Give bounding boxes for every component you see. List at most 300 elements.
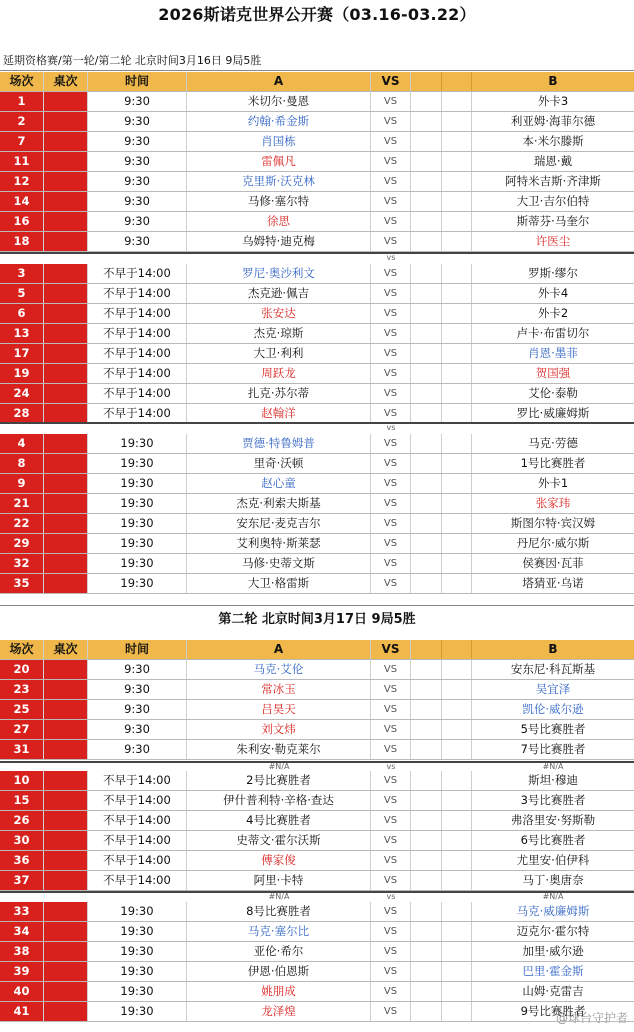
vs-label: VS [371, 152, 411, 171]
player-a: 常冰玉 [187, 680, 371, 699]
blank-cell [411, 680, 442, 699]
player-b: 3号比赛胜者 [520, 793, 586, 807]
divider-vs-mark: vs [386, 892, 396, 901]
blank-cell [411, 982, 442, 1001]
table-number-cell [44, 720, 88, 739]
blank-cell [442, 454, 472, 473]
player-b: 斯图尔特·宾汉姆 [510, 516, 596, 530]
table-row [0, 660, 634, 680]
player-b: 外卡1 [537, 476, 569, 490]
vs-label: VS [371, 771, 411, 790]
blank-cell [442, 791, 472, 810]
player-a: 里奇·沃顿 [187, 454, 371, 473]
blank-cell [411, 660, 442, 679]
table-number-cell [44, 660, 88, 679]
section-divider [0, 422, 634, 432]
table-number-cell [44, 192, 88, 211]
player-a: 杰克·利索夫斯基 [187, 494, 371, 513]
table-row [0, 771, 634, 791]
blank-cell [411, 902, 442, 921]
blank-cell [442, 871, 472, 890]
match-time: 不早于14:00 [88, 384, 187, 403]
match-number: 20 [0, 660, 44, 679]
blank-cell [411, 494, 442, 513]
vs-label: VS [371, 942, 411, 961]
vs-label: VS [371, 212, 411, 231]
blank-cell [442, 304, 472, 323]
blank-cell [442, 902, 472, 921]
table-number-cell [44, 791, 88, 810]
match-time: 19:30 [88, 1002, 187, 1021]
vs-label: VS [371, 474, 411, 493]
header-time: 时间 [88, 72, 187, 91]
vs-label: VS [371, 364, 411, 383]
header-vs: VS [371, 640, 411, 659]
table-row [0, 574, 634, 594]
table-row [0, 172, 634, 192]
blank-cell [411, 554, 442, 573]
vs-label: VS [371, 534, 411, 553]
player-b: 罗比·威廉姆斯 [516, 406, 590, 420]
match-time: 不早于14:00 [88, 871, 187, 890]
table-row [0, 494, 634, 514]
table-number-cell [44, 871, 88, 890]
table-row [0, 284, 634, 304]
player-b: 卢卡·布雷切尔 [516, 326, 590, 340]
player-a: 朱利安·勒克莱尔 [187, 740, 371, 759]
match-number: 3 [0, 264, 44, 283]
match-number: 10 [0, 771, 44, 790]
blank-cell [442, 831, 472, 850]
player-b: 弗洛里安·努斯勒 [510, 813, 596, 827]
match-time: 不早于14:00 [88, 324, 187, 343]
header-blank [411, 640, 442, 659]
table-number-cell [44, 831, 88, 850]
match-number: 13 [0, 324, 44, 343]
player-b: 马丁·奥唐奈 [522, 873, 584, 887]
player-b: 利亚姆·海菲尔德 [510, 114, 596, 128]
table-row [0, 811, 634, 831]
header-vs: VS [371, 72, 411, 91]
blank-cell [442, 554, 472, 573]
table-number-cell [44, 534, 88, 553]
match-time: 不早于14:00 [88, 364, 187, 383]
blank-cell [411, 232, 442, 251]
vs-label: VS [371, 831, 411, 850]
vs-label: VS [371, 454, 411, 473]
match-number: 25 [0, 700, 44, 719]
table-number-cell [44, 324, 88, 343]
table-row [0, 434, 634, 454]
table-header [0, 72, 634, 92]
table-row [0, 871, 634, 891]
divider-na-a: #N/A [268, 762, 290, 771]
header-blank [442, 72, 472, 91]
table-number-cell [44, 284, 88, 303]
divider-na-b: #N/A [542, 762, 564, 771]
header-table: 桌次 [44, 640, 88, 659]
match-number: 28 [0, 404, 44, 423]
blank-cell [442, 324, 472, 343]
match-number: 26 [0, 811, 44, 830]
blank-cell [411, 1002, 442, 1021]
vs-label: VS [371, 922, 411, 941]
player-a: 傅家俊 [187, 851, 371, 870]
match-time: 9:30 [88, 740, 187, 759]
player-b: 张家玮 [535, 496, 571, 510]
table-number-cell [44, 1002, 88, 1021]
player-a: 姚朋成 [187, 982, 371, 1001]
blank-cell [411, 574, 442, 593]
header-table: 桌次 [44, 72, 88, 91]
match-number: 21 [0, 494, 44, 513]
table-row [0, 192, 634, 212]
player-b: 7号比赛胜者 [520, 742, 586, 756]
player-b: 贺国强 [535, 366, 571, 380]
match-number: 33 [0, 902, 44, 921]
blank-cell [442, 212, 472, 231]
match-time: 不早于14:00 [88, 344, 187, 363]
match-time: 19:30 [88, 454, 187, 473]
player-a: 2号比赛胜者 [187, 771, 371, 790]
round-rule [0, 605, 634, 606]
table-row [0, 152, 634, 172]
vs-label: VS [371, 791, 411, 810]
player-b: 斯坦·穆迪 [528, 773, 578, 787]
blank-cell [442, 574, 472, 593]
header-blank [442, 640, 472, 659]
blank-cell [411, 384, 442, 403]
blank-cell [442, 660, 472, 679]
match-number: 4 [0, 434, 44, 453]
match-time: 19:30 [88, 534, 187, 553]
table-row [0, 962, 634, 982]
player-a: 罗尼·奥沙利文 [187, 264, 371, 283]
player-a: 周跃龙 [187, 364, 371, 383]
vs-label: VS [371, 192, 411, 211]
player-a: 史蒂文·霍尔沃斯 [187, 831, 371, 850]
match-number: 22 [0, 514, 44, 533]
vs-label: VS [371, 851, 411, 870]
table-row [0, 740, 634, 760]
divider-vs-mark: vs [386, 253, 396, 262]
player-a: 杰克·琼斯 [187, 324, 371, 343]
match-number: 6 [0, 304, 44, 323]
match-number: 9 [0, 474, 44, 493]
blank-cell [411, 172, 442, 191]
table-row [0, 902, 634, 922]
blank-cell [411, 700, 442, 719]
table-number-cell [44, 384, 88, 403]
match-number: 14 [0, 192, 44, 211]
round-rule [0, 70, 634, 71]
player-b: 侯赛因·瓦菲 [522, 556, 584, 570]
match-number: 31 [0, 740, 44, 759]
divider-na-b: #N/A [542, 892, 564, 901]
blank-cell [411, 811, 442, 830]
table-row [0, 791, 634, 811]
player-a: 杰克逊·佩吉 [187, 284, 371, 303]
vs-label: VS [371, 902, 411, 921]
player-a: 乌姆特·迪克梅 [187, 232, 371, 251]
blank-cell [442, 720, 472, 739]
table-row [0, 514, 634, 534]
player-a: 8号比赛胜者 [187, 902, 371, 921]
match-time: 9:30 [88, 132, 187, 151]
blank-cell [442, 771, 472, 790]
table-number-cell [44, 740, 88, 759]
player-b: 大卫·吉尔伯特 [516, 194, 590, 208]
vs-label: VS [371, 384, 411, 403]
match-time: 19:30 [88, 434, 187, 453]
vs-label: VS [371, 871, 411, 890]
table-number-cell [44, 454, 88, 473]
match-time: 不早于14:00 [88, 284, 187, 303]
player-b: 1号比赛胜者 [520, 456, 586, 470]
vs-label: VS [371, 700, 411, 719]
match-number: 27 [0, 720, 44, 739]
player-a: 马克·艾伦 [187, 660, 371, 679]
vs-label: VS [371, 264, 411, 283]
vs-label: VS [371, 494, 411, 513]
table-number-cell [44, 962, 88, 981]
table-number-cell [44, 474, 88, 493]
blank-cell [442, 962, 472, 981]
table-number-cell [44, 942, 88, 961]
table-row [0, 454, 634, 474]
blank-cell [442, 680, 472, 699]
table-number-cell [44, 771, 88, 790]
header-match: 场次 [0, 640, 44, 659]
table-row [0, 264, 634, 284]
header-player-a: A [187, 640, 371, 659]
player-b: 马克·威廉姆斯 [516, 904, 590, 918]
table-header [0, 640, 634, 660]
match-number: 15 [0, 791, 44, 810]
table-row [0, 922, 634, 942]
table-number-cell [44, 92, 88, 111]
match-time: 9:30 [88, 92, 187, 111]
match-time: 9:30 [88, 720, 187, 739]
table-row [0, 384, 634, 404]
match-number: 16 [0, 212, 44, 231]
player-a: 伊什普利特·辛格·查达 [187, 791, 371, 810]
vs-label: VS [371, 574, 411, 593]
player-b: 本·米尔滕斯 [522, 134, 584, 148]
divider-na-a: #N/A [268, 892, 290, 901]
match-number: 24 [0, 384, 44, 403]
blank-cell [442, 474, 472, 493]
match-number: 18 [0, 232, 44, 251]
table-row [0, 534, 634, 554]
section-divider [0, 252, 634, 262]
blank-cell [442, 192, 472, 211]
blank-cell [442, 514, 472, 533]
player-b: 山姆·克雷吉 [522, 984, 584, 998]
match-number: 5 [0, 284, 44, 303]
table-row [0, 1002, 634, 1022]
match-time: 不早于14:00 [88, 831, 187, 850]
blank-cell [442, 811, 472, 830]
table-row [0, 700, 634, 720]
blank-cell [411, 152, 442, 171]
blank-cell [442, 264, 472, 283]
player-a: 赵心童 [187, 474, 371, 493]
table-number-cell [44, 404, 88, 423]
table-row [0, 212, 634, 232]
blank-cell [411, 514, 442, 533]
match-time: 19:30 [88, 902, 187, 921]
table-number-cell [44, 902, 88, 921]
blank-cell [442, 942, 472, 961]
table-number-cell [44, 212, 88, 231]
round2-title: 第二轮 北京时间3月17日 9局5胜 [218, 612, 416, 627]
round1-subtitle: 延期资格赛/第一轮/第二轮 北京时间3月16日 9局5胜 [3, 54, 262, 67]
player-a: 亚伦·希尔 [187, 942, 371, 961]
table-number-cell [44, 304, 88, 323]
table-number-cell [44, 232, 88, 251]
blank-cell [442, 132, 472, 151]
player-a: 贾德·特鲁姆普 [187, 434, 371, 453]
table-row [0, 554, 634, 574]
player-a: 克里斯·沃克林 [187, 172, 371, 191]
match-time: 19:30 [88, 514, 187, 533]
player-a: 4号比赛胜者 [187, 811, 371, 830]
divider-vs-mark: vs [386, 762, 396, 771]
vs-label: VS [371, 554, 411, 573]
section-divider [0, 761, 634, 771]
blank-cell [442, 384, 472, 403]
divider-vs-mark: vs [386, 423, 396, 432]
match-number: 23 [0, 680, 44, 699]
header-player-a: A [187, 72, 371, 91]
table-row [0, 851, 634, 871]
player-a: 赵翰洋 [187, 404, 371, 423]
player-b: 许医尘 [535, 234, 571, 248]
blank-cell [411, 344, 442, 363]
match-number: 1 [0, 92, 44, 111]
vs-label: VS [371, 811, 411, 830]
blank-cell [411, 364, 442, 383]
match-time: 19:30 [88, 554, 187, 573]
blank-cell [411, 831, 442, 850]
table-number-cell [44, 494, 88, 513]
player-a: 大卫·利利 [187, 344, 371, 363]
vs-label: VS [371, 404, 411, 423]
player-b: 9号比赛胜者 [520, 1004, 586, 1018]
vs-label: VS [371, 304, 411, 323]
blank-cell [411, 192, 442, 211]
match-time: 不早于14:00 [88, 851, 187, 870]
player-a: 约翰·希金斯 [187, 112, 371, 131]
blank-cell [411, 454, 442, 473]
player-a: 马修·史蒂文斯 [187, 554, 371, 573]
vs-label: VS [371, 172, 411, 191]
player-b: 罗斯·缪尔 [528, 266, 578, 280]
blank-cell [411, 434, 442, 453]
table-row [0, 831, 634, 851]
player-b: 5号比赛胜者 [520, 722, 586, 736]
player-b: 塔猜亚·乌诺 [522, 576, 584, 590]
table-row [0, 364, 634, 384]
table-number-cell [44, 514, 88, 533]
match-time: 19:30 [88, 982, 187, 1001]
vs-label: VS [371, 112, 411, 131]
table-number-cell [44, 554, 88, 573]
table-number-cell [44, 152, 88, 171]
match-time: 不早于14:00 [88, 771, 187, 790]
match-time: 19:30 [88, 962, 187, 981]
table-row [0, 324, 634, 344]
match-time: 9:30 [88, 680, 187, 699]
player-a: 马修·塞尔特 [187, 192, 371, 211]
blank-cell [411, 304, 442, 323]
vs-label: VS [371, 434, 411, 453]
blank-cell [411, 264, 442, 283]
player-a: 马克·塞尔比 [187, 922, 371, 941]
match-number: 34 [0, 922, 44, 941]
blank-cell [411, 962, 442, 981]
watermark: @球台守护者 [555, 1011, 628, 1025]
table-number-cell [44, 434, 88, 453]
table-number-cell [44, 922, 88, 941]
player-b: 外卡4 [537, 286, 569, 300]
table-number-cell [44, 811, 88, 830]
match-time: 19:30 [88, 474, 187, 493]
blank-cell [442, 344, 472, 363]
blank-cell [411, 324, 442, 343]
player-b: 安东尼·科瓦斯基 [510, 662, 596, 676]
match-time: 19:30 [88, 574, 187, 593]
blank-cell [442, 172, 472, 191]
table-row [0, 232, 634, 252]
player-a: 伊恩·伯恩斯 [187, 962, 371, 981]
player-a: 肖国栋 [187, 132, 371, 151]
match-time: 9:30 [88, 660, 187, 679]
header-player-b: B [548, 74, 558, 88]
match-number: 12 [0, 172, 44, 191]
player-b: 巴里·霍金斯 [522, 964, 584, 978]
player-a: 刘文炜 [187, 720, 371, 739]
match-number: 41 [0, 1002, 44, 1021]
blank-cell [442, 851, 472, 870]
player-a: 米切尔·曼恩 [187, 92, 371, 111]
vs-label: VS [371, 680, 411, 699]
player-a: 吕昊天 [187, 700, 371, 719]
vs-label: VS [371, 740, 411, 759]
blank-cell [442, 364, 472, 383]
match-number: 40 [0, 982, 44, 1001]
match-time: 9:30 [88, 112, 187, 131]
blank-cell [442, 404, 472, 423]
page-title: 2026斯诺克世界公开赛（03.16-03.22） [158, 5, 476, 24]
match-number: 36 [0, 851, 44, 870]
table-row [0, 982, 634, 1002]
blank-cell [411, 92, 442, 111]
blank-cell [411, 404, 442, 423]
match-time: 不早于14:00 [88, 304, 187, 323]
table-row [0, 304, 634, 324]
table-row [0, 680, 634, 700]
blank-cell [442, 152, 472, 171]
header-time: 时间 [88, 640, 187, 659]
table-number-cell [44, 982, 88, 1001]
blank-cell [442, 92, 472, 111]
vs-label: VS [371, 232, 411, 251]
match-number: 17 [0, 344, 44, 363]
match-time: 不早于14:00 [88, 264, 187, 283]
table-number-cell [44, 112, 88, 131]
